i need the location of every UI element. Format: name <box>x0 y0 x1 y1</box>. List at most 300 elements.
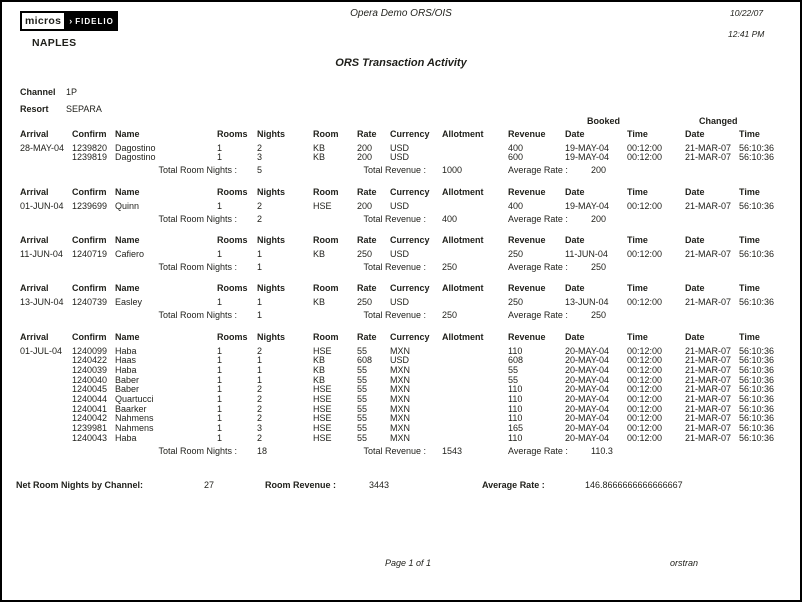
col-header-allotment: Allotment <box>442 129 484 139</box>
cell-nights: 3 <box>257 152 263 163</box>
channel-value: 1P <box>66 87 78 97</box>
cell-booked_date: 20-MAY-04 <box>565 403 610 414</box>
cell-rate: 55 <box>357 345 368 356</box>
cell-name: Cafiero <box>115 248 145 259</box>
col-header-name: Name <box>115 235 140 245</box>
total-revenue-value: 400 <box>442 213 458 224</box>
average-rate-value: 250 <box>591 309 607 320</box>
col-header-changed_date: Date <box>685 235 705 245</box>
cell-currency: MXN <box>390 423 410 433</box>
col-header-rate: Rate <box>357 129 377 139</box>
cell-confirm: 1239699 <box>72 200 108 211</box>
cell-changed_date: 21-MAR-07 <box>685 296 732 307</box>
summary-room-revenue-label: Room Revenue : <box>265 480 337 490</box>
cell-arrival <box>20 414 72 424</box>
cell-rooms: 1 <box>217 432 223 443</box>
cell-rooms: 1 <box>217 296 223 307</box>
col-header-name: Name <box>115 129 140 139</box>
page-number: Page 1 of 1 <box>385 558 432 568</box>
cell-booked_date: 20-MAY-04 <box>565 423 610 433</box>
cell-rooms: 1 <box>217 413 223 424</box>
cell-room: KB <box>313 355 326 366</box>
cell-room: HSE <box>313 200 332 211</box>
cell-rooms: 1 <box>217 423 223 433</box>
col-header-booked_time: Time <box>627 332 648 342</box>
col-header-changed_date: Date <box>685 129 705 139</box>
total-room-nights-value: 2 <box>257 213 263 224</box>
cell-booked_time: 00:12:00 <box>627 384 663 395</box>
total-revenue-value: 1000 <box>442 165 463 176</box>
cell-allotment <box>442 144 508 154</box>
cell-currency: MXN <box>390 364 410 375</box>
cell-rooms: 1 <box>217 355 223 366</box>
transaction-group <box>2 130 800 176</box>
cell-room: HSE <box>313 413 332 424</box>
col-header-revenue: Revenue <box>508 235 546 245</box>
cell-rooms: 1 <box>217 403 223 414</box>
cell-revenue: 110 <box>508 403 523 414</box>
total-room-nights-label: Total Room Nights : <box>158 261 237 272</box>
cell-allotment <box>442 298 508 308</box>
cell-booked_date: 20-MAY-04 <box>565 432 610 443</box>
group-total-row <box>2 447 800 457</box>
cell-name: Haba <box>115 432 137 443</box>
col-header-rooms: Rooms <box>217 129 248 139</box>
cell-confirm: 1240043 <box>72 432 108 443</box>
cell-confirm: 1240045 <box>72 384 108 395</box>
cell-changed_time: 56:10:36 <box>739 423 775 433</box>
col-header-room: Room <box>313 283 339 293</box>
cell-rate: 55 <box>357 384 368 395</box>
cell-arrival <box>20 366 72 376</box>
cell-revenue: 110 <box>508 432 523 443</box>
cell-nights: 1 <box>257 296 263 307</box>
cell-room: KB <box>313 248 326 259</box>
cell-booked_time: 00:12:00 <box>627 423 663 433</box>
cell-currency: USD <box>390 296 410 307</box>
col-header-arrival: Arrival <box>20 129 49 139</box>
cell-changed_time: 56:10:36 <box>739 432 775 443</box>
col-header-currency: Currency <box>390 129 430 139</box>
cell-allotment <box>442 153 508 163</box>
column-group-changed: Changed <box>699 116 738 126</box>
cell-revenue: 250 <box>508 296 524 307</box>
col-header-nights: Nights <box>257 187 285 197</box>
cell-revenue: 250 <box>508 248 524 259</box>
cell-name: Dagostino <box>115 142 156 153</box>
col-header-rooms: Rooms <box>217 187 248 197</box>
col-header-room: Room <box>313 129 339 139</box>
cell-name: Nahmens <box>115 423 154 433</box>
total-room-nights-label: Total Room Nights : <box>158 213 237 224</box>
cell-allotment <box>442 434 508 444</box>
cell-booked_time: 00:12:00 <box>627 248 663 259</box>
col-header-currency: Currency <box>390 283 430 293</box>
col-header-confirm: Confirm <box>72 332 107 342</box>
group-total-row <box>2 215 800 225</box>
total-room-nights-label: Total Room Nights : <box>158 165 237 176</box>
cell-booked_time: 00:12:00 <box>627 413 663 424</box>
cell-confirm: 1240039 <box>72 364 108 375</box>
cell-room: KB <box>313 142 326 153</box>
cell-changed_date: 21-MAR-07 <box>685 413 732 424</box>
cell-rooms: 1 <box>217 248 223 259</box>
cell-changed_time: 56:10:36 <box>739 200 775 211</box>
cell-changed_date: 21-MAR-07 <box>685 248 732 259</box>
cell-currency: MXN <box>390 345 410 356</box>
cell-booked_date: 20-MAY-04 <box>565 413 610 424</box>
cell-nights: 1 <box>257 374 263 385</box>
cell-room: KB <box>313 364 326 375</box>
cell-rate: 250 <box>357 248 373 259</box>
cell-booked_time: 00:12:00 <box>627 432 663 443</box>
col-header-name: Name <box>115 283 140 293</box>
cell-changed_date: 21-MAR-07 <box>685 364 732 375</box>
average-rate-label: Average Rate : <box>508 445 568 456</box>
cell-revenue: 400 <box>508 142 524 153</box>
col-header-revenue: Revenue <box>508 283 546 293</box>
cell-changed_date: 21-MAR-07 <box>685 393 732 404</box>
cell-revenue: 165 <box>508 423 524 433</box>
cell-booked_date: 20-MAY-04 <box>565 374 610 385</box>
total-revenue-label: Total Revenue : <box>363 445 426 456</box>
col-header-name: Name <box>115 332 140 342</box>
cell-changed_time: 56:10:36 <box>739 403 775 414</box>
col-header-nights: Nights <box>257 332 285 342</box>
col-header-changed_time: Time <box>739 235 760 245</box>
col-header-booked_time: Time <box>627 235 648 245</box>
cell-booked_time: 00:12:00 <box>627 152 663 163</box>
total-room-nights-value: 1 <box>257 309 263 320</box>
cell-nights: 2 <box>257 142 263 153</box>
cell-nights: 2 <box>257 200 263 211</box>
report-id: orstran <box>670 558 699 568</box>
cell-revenue: 110 <box>508 345 523 356</box>
cell-rooms: 1 <box>217 142 223 153</box>
report-time: 12:41 PM <box>728 29 765 39</box>
col-header-revenue: Revenue <box>508 187 546 197</box>
cell-currency: MXN <box>390 413 410 424</box>
cell-allotment <box>442 356 508 366</box>
cell-name: Quartucci <box>115 393 154 404</box>
cell-currency: MXN <box>390 384 410 395</box>
summary-average-rate-value: 146.8666666666666667 <box>585 480 683 490</box>
cell-name: Nahmens <box>115 413 154 424</box>
column-header-row <box>2 130 800 144</box>
col-header-booked_date: Date <box>565 332 585 342</box>
cell-nights: 2 <box>257 413 263 424</box>
cell-nights: 1 <box>257 248 263 259</box>
transaction-group <box>2 333 800 457</box>
cell-rooms: 1 <box>217 345 223 356</box>
cell-arrival: 01-JUL-04 <box>20 345 63 356</box>
cell-rate: 55 <box>357 393 368 404</box>
cell-nights: 1 <box>257 355 263 366</box>
cell-confirm: 1240719 <box>72 248 108 259</box>
cell-name: Haba <box>115 345 137 356</box>
cell-allotment <box>442 347 508 357</box>
col-header-arrival: Arrival <box>20 187 49 197</box>
total-revenue-label: Total Revenue : <box>363 165 426 176</box>
table-row <box>2 434 800 444</box>
cell-booked_time: 00:12:00 <box>627 403 663 414</box>
cell-currency: USD <box>390 248 410 259</box>
cell-rate: 200 <box>357 152 373 163</box>
col-header-room: Room <box>313 332 339 342</box>
cell-revenue: 608 <box>508 355 524 366</box>
col-header-rooms: Rooms <box>217 332 248 342</box>
total-revenue-value: 250 <box>442 309 458 320</box>
cell-room: HSE <box>313 345 332 356</box>
average-rate-value: 250 <box>591 261 607 272</box>
cell-booked_time: 00:12:00 <box>627 355 663 366</box>
summary-net-room-nights-label: Net Room Nights by Channel: <box>16 480 144 490</box>
average-rate-label: Average Rate : <box>508 309 568 320</box>
col-header-revenue: Revenue <box>508 332 546 342</box>
cell-room: HSE <box>313 393 332 404</box>
fidelio-logo-label: FIDELIO <box>75 16 114 26</box>
transaction-group <box>2 236 800 272</box>
cell-currency: USD <box>390 142 410 153</box>
cell-booked_time: 00:12:00 <box>627 142 663 153</box>
cell-changed_time: 56:10:36 <box>739 364 775 375</box>
filter-resort <box>20 104 102 114</box>
cell-confirm: 1240044 <box>72 393 108 404</box>
cell-rate: 200 <box>357 142 373 153</box>
cell-arrival <box>20 153 72 163</box>
col-header-booked_time: Time <box>627 129 648 139</box>
cell-changed_time: 56:10:36 <box>739 296 775 307</box>
cell-changed_time: 56:10:36 <box>739 248 775 259</box>
cell-nights: 2 <box>257 384 263 395</box>
report-date: 10/22/07 <box>730 8 764 18</box>
total-revenue-value: 1543 <box>442 445 463 456</box>
table-row <box>2 153 800 163</box>
col-header-currency: Currency <box>390 235 430 245</box>
cell-name: Baber <box>115 374 140 385</box>
col-header-confirm: Confirm <box>72 283 107 293</box>
cell-rooms: 1 <box>217 200 223 211</box>
cell-name: Quinn <box>115 200 140 211</box>
cell-currency: MXN <box>390 393 410 404</box>
channel-label: Channel <box>20 87 56 97</box>
cell-booked_date: 20-MAY-04 <box>565 364 610 375</box>
property-name: NAPLES <box>32 37 77 49</box>
total-room-nights-value: 18 <box>257 445 268 456</box>
cell-changed_time: 56:10:36 <box>739 413 775 424</box>
column-group-booked: Booked <box>587 116 621 126</box>
cell-booked_time: 00:12:00 <box>627 296 663 307</box>
col-header-changed_date: Date <box>685 187 705 197</box>
cell-revenue: 400 <box>508 200 524 211</box>
cell-changed_time: 56:10:36 <box>739 374 775 385</box>
cell-booked_date: 19-MAY-04 <box>565 142 610 153</box>
cell-name: Baarker <box>115 403 147 414</box>
cell-room: HSE <box>313 432 332 443</box>
cell-rate: 55 <box>357 374 368 385</box>
cell-changed_date: 21-MAR-07 <box>685 423 732 433</box>
cell-revenue: 110 <box>508 393 523 404</box>
total-revenue-label: Total Revenue : <box>363 261 426 272</box>
col-header-confirm: Confirm <box>72 129 107 139</box>
cell-rate: 55 <box>357 432 368 443</box>
summary-net-room-nights-value: 27 <box>204 480 215 490</box>
cell-allotment <box>442 414 508 424</box>
filter-channel <box>20 87 77 97</box>
total-room-nights-label: Total Room Nights : <box>158 309 237 320</box>
col-header-nights: Nights <box>257 283 285 293</box>
cell-allotment <box>442 395 508 405</box>
cell-changed_time: 56:10:36 <box>739 393 775 404</box>
col-header-changed_time: Time <box>739 332 760 342</box>
col-header-rooms: Rooms <box>217 235 248 245</box>
col-header-changed_date: Date <box>685 283 705 293</box>
cell-currency: USD <box>390 355 410 366</box>
cell-confirm: 1240041 <box>72 403 108 414</box>
cell-arrival: 28-MAY-04 <box>20 142 65 153</box>
cell-room: HSE <box>313 423 332 433</box>
average-rate-label: Average Rate : <box>508 213 568 224</box>
cell-booked_date: 20-MAY-04 <box>565 384 610 395</box>
cell-arrival <box>20 395 72 405</box>
cell-revenue: 55 <box>508 364 519 375</box>
transaction-group <box>2 284 800 320</box>
average-rate-value: 200 <box>591 213 607 224</box>
col-header-booked_date: Date <box>565 235 585 245</box>
table-row <box>2 298 800 308</box>
cell-confirm: 1239981 <box>72 423 108 433</box>
col-header-rate: Rate <box>357 235 377 245</box>
cell-currency: MXN <box>390 432 410 443</box>
cell-arrival <box>20 424 72 434</box>
cell-name: Haas <box>115 355 137 366</box>
cell-revenue: 600 <box>508 152 524 163</box>
cell-currency: USD <box>390 152 410 163</box>
cell-rooms: 1 <box>217 152 223 163</box>
cell-rate: 200 <box>357 200 373 211</box>
total-room-nights-value: 5 <box>257 165 263 176</box>
cell-nights: 3 <box>257 423 263 433</box>
column-header-row <box>2 236 800 250</box>
cell-rooms: 1 <box>217 384 223 395</box>
cell-changed_date: 21-MAR-07 <box>685 345 732 356</box>
average-rate-label: Average Rate : <box>508 261 568 272</box>
cell-confirm: 1240042 <box>72 413 108 424</box>
cell-changed_time: 56:10:36 <box>739 355 775 366</box>
cell-nights: 2 <box>257 393 263 404</box>
col-header-nights: Nights <box>257 235 285 245</box>
col-header-currency: Currency <box>390 332 430 342</box>
cell-booked_date: 20-MAY-04 <box>565 355 610 366</box>
col-header-arrival: Arrival <box>20 283 49 293</box>
resort-value: SEPARA <box>66 104 102 114</box>
cell-name: Baber <box>115 384 140 395</box>
cell-revenue: 55 <box>508 374 519 385</box>
col-header-booked_date: Date <box>565 129 585 139</box>
transaction-group <box>2 188 800 224</box>
col-header-changed_time: Time <box>739 129 760 139</box>
micros-logo-text: micros <box>20 11 66 31</box>
cell-changed_date: 21-MAR-07 <box>685 152 732 163</box>
cell-confirm: 1239819 <box>72 152 108 163</box>
cell-confirm: 1240040 <box>72 374 108 385</box>
cell-allotment <box>442 405 508 415</box>
report-header-title: Opera Demo ORS/OIS <box>350 8 452 19</box>
col-header-allotment: Allotment <box>442 187 484 197</box>
group-total-row <box>2 263 800 273</box>
cell-booked_time: 00:12:00 <box>627 374 663 385</box>
average-rate-value: 200 <box>591 165 607 176</box>
cell-changed_date: 21-MAR-07 <box>685 142 732 153</box>
cell-currency: MXN <box>390 374 410 385</box>
total-revenue-label: Total Revenue : <box>363 213 426 224</box>
cell-changed_date: 21-MAR-07 <box>685 384 732 395</box>
cell-arrival <box>20 356 72 366</box>
cell-arrival: 11-JUN-04 <box>20 248 63 259</box>
cell-name: Haba <box>115 364 137 375</box>
cell-currency: USD <box>390 200 410 211</box>
col-header-allotment: Allotment <box>442 332 484 342</box>
cell-arrival <box>20 385 72 395</box>
cell-nights: 2 <box>257 403 263 414</box>
cell-arrival <box>20 376 72 386</box>
col-header-changed_time: Time <box>739 283 760 293</box>
table-row <box>2 250 800 260</box>
col-header-currency: Currency <box>390 187 430 197</box>
cell-changed_time: 56:10:36 <box>739 345 775 356</box>
cell-rate: 55 <box>357 403 368 414</box>
logo-arrow-icon: › <box>69 16 74 26</box>
cell-changed_date: 21-MAR-07 <box>685 374 732 385</box>
total-room-nights-label: Total Room Nights : <box>158 445 237 456</box>
column-header-row <box>2 333 800 347</box>
col-header-rooms: Rooms <box>217 283 248 293</box>
report-title: ORS Transaction Activity <box>335 57 467 69</box>
cell-rooms: 1 <box>217 364 223 375</box>
cell-allotment <box>442 366 508 376</box>
total-revenue-label: Total Revenue : <box>363 309 426 320</box>
cell-nights: 1 <box>257 364 263 375</box>
col-header-arrival: Arrival <box>20 332 49 342</box>
total-revenue-value: 250 <box>442 261 458 272</box>
cell-rate: 250 <box>357 296 373 307</box>
col-header-changed_time: Time <box>739 187 760 197</box>
cell-confirm: 1240739 <box>72 296 108 307</box>
col-header-revenue: Revenue <box>508 129 546 139</box>
col-header-rate: Rate <box>357 332 377 342</box>
column-header-row <box>2 284 800 298</box>
cell-arrival: 01-JUN-04 <box>20 200 64 211</box>
cell-allotment <box>442 250 508 260</box>
cell-booked_date: 20-MAY-04 <box>565 345 610 356</box>
col-header-changed_date: Date <box>685 332 705 342</box>
cell-revenue: 110 <box>508 413 523 424</box>
cell-confirm: 1239820 <box>72 142 108 153</box>
cell-changed_time: 56:10:36 <box>739 142 775 153</box>
summary-average-rate-label: Average Rate : <box>482 480 545 490</box>
group-total-row <box>2 311 800 321</box>
cell-confirm: 1240099 <box>72 345 108 356</box>
cell-rate: 55 <box>357 364 368 375</box>
cell-room: KB <box>313 152 326 163</box>
cell-changed_time: 56:10:36 <box>739 152 775 163</box>
col-header-booked_date: Date <box>565 187 585 197</box>
cell-confirm: 1240422 <box>72 355 108 366</box>
cell-nights: 2 <box>257 432 263 443</box>
group-total-row <box>2 166 800 176</box>
cell-revenue: 110 <box>508 384 523 395</box>
cell-rooms: 1 <box>217 393 223 404</box>
